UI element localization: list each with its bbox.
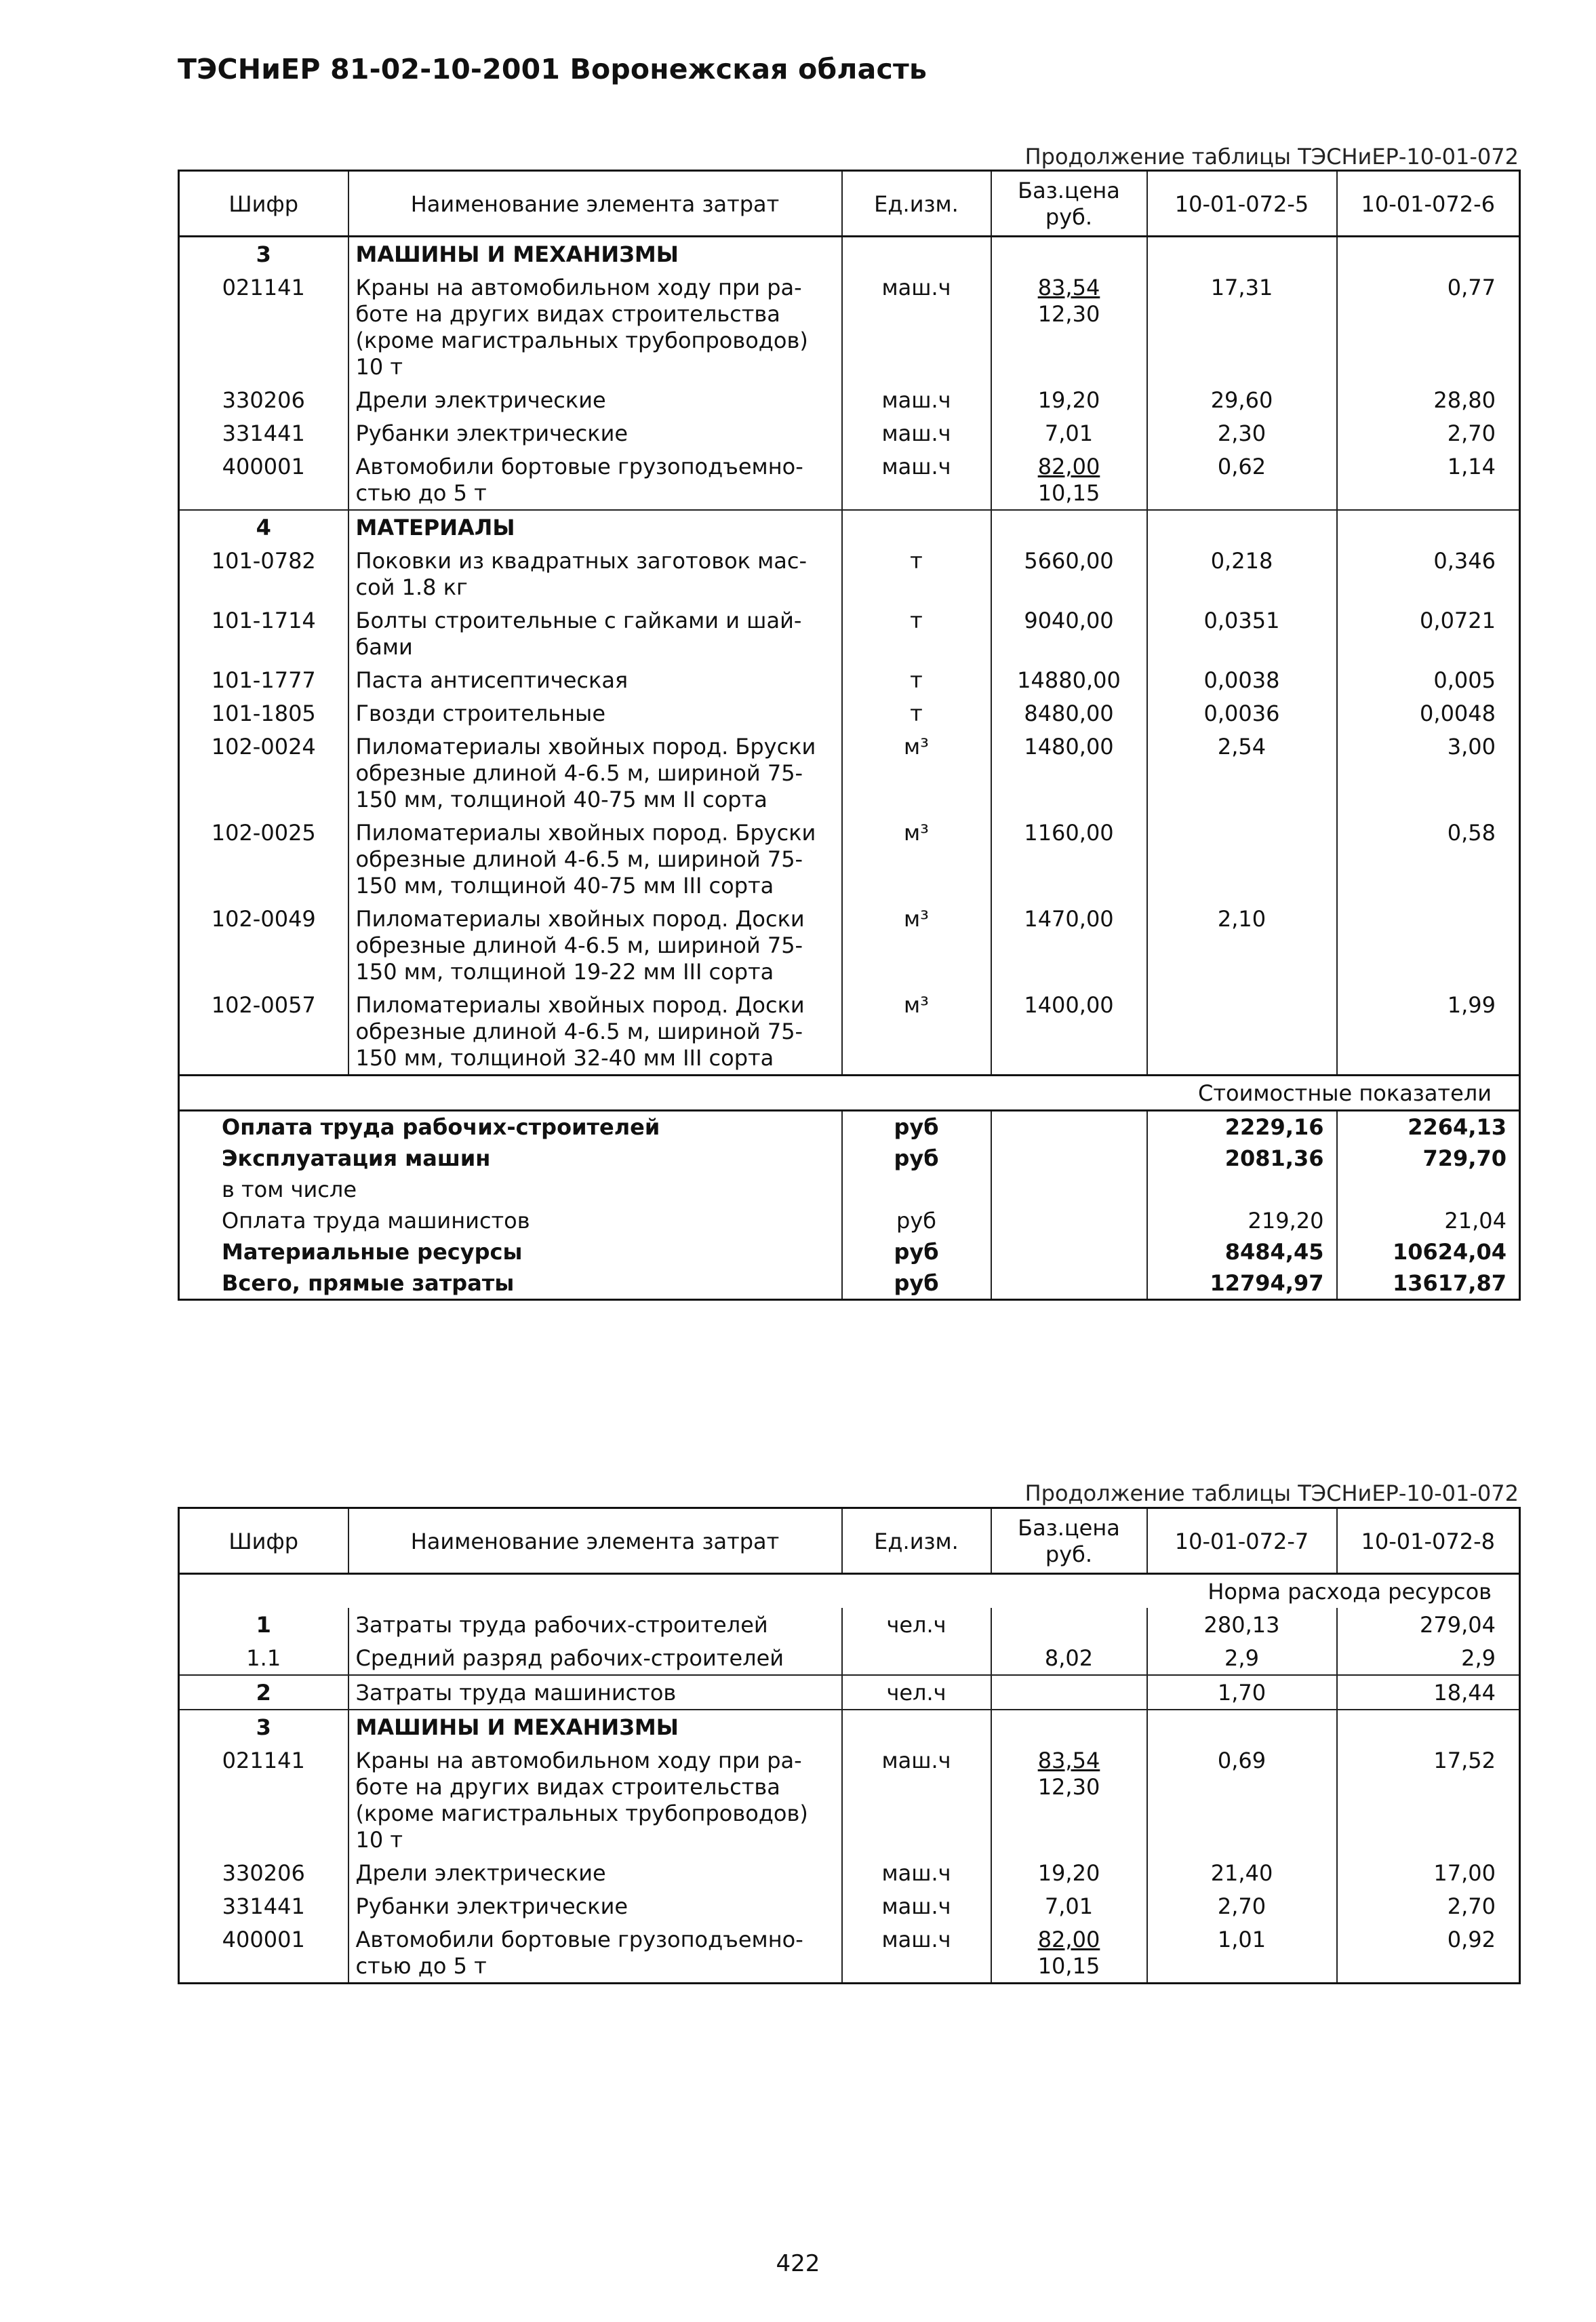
row-name: Затраты труда машинистов bbox=[348, 1675, 842, 1710]
row-code: 331441 bbox=[179, 1889, 348, 1923]
row-unit: маш.ч bbox=[842, 383, 991, 416]
summary-body bbox=[179, 1111, 1520, 1300]
row-name: Пиломатериалы хвойных пород. Доски обрезные длиной 4-6.5 м, шириной 75-150 мм, толщиной 19-22 мм III сорта bbox=[348, 902, 842, 988]
row-unit: м³ bbox=[842, 730, 991, 816]
table2-caption: Продолжение таблицы ТЭСНиЕР-10-01-072 bbox=[1024, 1480, 1519, 1506]
row-price bbox=[991, 1641, 1147, 1675]
row-unit: т bbox=[842, 663, 991, 696]
summary-empty bbox=[991, 1143, 1147, 1174]
row-value-2 bbox=[1337, 1710, 1520, 1744]
table-row bbox=[179, 416, 1520, 450]
row-price bbox=[991, 816, 1147, 902]
summary-value-2 bbox=[1337, 1174, 1520, 1205]
row-value-1: 1,01 bbox=[1147, 1923, 1337, 1984]
row-value-2: 2,70 bbox=[1337, 416, 1520, 450]
table2-subtitle-body bbox=[179, 1574, 1520, 1609]
table-row bbox=[179, 1675, 1520, 1710]
summary-row bbox=[179, 1111, 1520, 1143]
price-labour: 10,15 bbox=[1037, 480, 1100, 506]
col-header-name: Наименование элемента затрат bbox=[348, 1508, 842, 1574]
table-row bbox=[179, 1608, 1520, 1641]
table-row bbox=[179, 663, 1520, 696]
row-unit: т bbox=[842, 604, 991, 663]
summary-unit: руб bbox=[842, 1267, 991, 1300]
col-header-norm-7: 10-01-072-7 bbox=[1147, 1508, 1337, 1574]
price-base: 1160,00 bbox=[1024, 820, 1114, 846]
row-price bbox=[991, 604, 1147, 663]
summary-value-2: 13617,87 bbox=[1337, 1267, 1520, 1300]
row-value-1: 29,60 bbox=[1147, 383, 1337, 416]
summary-row bbox=[179, 1205, 1520, 1236]
row-value-1: 0,62 bbox=[1147, 450, 1337, 510]
summary-unit bbox=[842, 1174, 991, 1205]
row-name: Краны на автомобильном ходу при ра-боте на других видах строительства (кроме магистральных трубопроводов) 10 т bbox=[348, 1744, 842, 1856]
row-unit: т bbox=[842, 544, 991, 604]
summary-label: Материальные ресурсы bbox=[222, 1239, 523, 1265]
price-base: 5660,00 bbox=[1024, 548, 1114, 574]
row-code: 3 bbox=[179, 237, 348, 271]
row-value-1 bbox=[1147, 988, 1337, 1076]
row-price bbox=[991, 902, 1147, 988]
row-name: Краны на автомобильном ходу при ра-боте на других видах строительства (кроме магистральных трубопроводов) 10 т bbox=[348, 271, 842, 383]
row-name: Гвозди строительные bbox=[348, 696, 842, 730]
summary-value-1 bbox=[1147, 1174, 1337, 1205]
row-name: Паста антисептическая bbox=[348, 663, 842, 696]
row-code: 330206 bbox=[179, 383, 348, 416]
row-value-2: 2,70 bbox=[1337, 1889, 1520, 1923]
row-name: Затраты труда рабочих-строителей bbox=[348, 1608, 842, 1641]
price-base: 82,00 bbox=[1037, 1927, 1100, 1952]
price-base: 8480,00 bbox=[1024, 701, 1114, 726]
row-value-2: 1,14 bbox=[1337, 450, 1520, 510]
row-value-1: 2,54 bbox=[1147, 730, 1337, 816]
row-value-2: 18,44 bbox=[1337, 1675, 1520, 1710]
row-code: 330206 bbox=[179, 1856, 348, 1889]
row-value-2 bbox=[1337, 237, 1520, 271]
row-value-1: 0,69 bbox=[1147, 1744, 1337, 1856]
row-code: 102-0024 bbox=[179, 730, 348, 816]
row-value-1: 21,40 bbox=[1147, 1856, 1337, 1889]
table-row bbox=[179, 902, 1520, 988]
row-code: 101-0782 bbox=[179, 544, 348, 604]
row-unit: т bbox=[842, 696, 991, 730]
row-price bbox=[991, 1608, 1147, 1641]
row-value-2 bbox=[1337, 510, 1520, 544]
page-number: 422 bbox=[776, 2250, 820, 2277]
row-code: 102-0025 bbox=[179, 816, 348, 902]
table-row bbox=[179, 383, 1520, 416]
row-name: Поковки из квадратных заготовок мас-сой 1.8 кг bbox=[348, 544, 842, 604]
row-value-1 bbox=[1147, 1710, 1337, 1744]
summary-label: Эксплуатация машин bbox=[222, 1145, 491, 1171]
summary-value-2: 729,70 bbox=[1337, 1143, 1520, 1174]
row-price bbox=[991, 1710, 1147, 1744]
row-value-2: 0,77 bbox=[1337, 271, 1520, 383]
row-code: 331441 bbox=[179, 416, 348, 450]
summary-value-1: 219,20 bbox=[1147, 1205, 1337, 1236]
col-header-code: Шифр bbox=[179, 1508, 348, 1574]
table2-body bbox=[179, 1608, 1520, 1984]
resource-table-1 bbox=[178, 170, 1521, 1301]
row-code: 021141 bbox=[179, 1744, 348, 1856]
summary-value-2: 2264,13 bbox=[1337, 1111, 1520, 1143]
col-header-name: Наименование элемента затрат bbox=[348, 171, 842, 237]
table2-subtitle: Норма расхода ресурсов bbox=[179, 1574, 1520, 1609]
row-code: 3 bbox=[179, 1710, 348, 1744]
summary-unit: руб bbox=[842, 1143, 991, 1174]
row-code: 400001 bbox=[179, 1923, 348, 1984]
row-unit bbox=[842, 237, 991, 271]
row-value-2: 17,00 bbox=[1337, 1856, 1520, 1889]
row-value-2: 0,005 bbox=[1337, 663, 1520, 696]
summary-label: Оплата труда машинистов bbox=[222, 1208, 530, 1234]
row-name: Рубанки электрические bbox=[348, 416, 842, 450]
row-value-2: 279,04 bbox=[1337, 1608, 1520, 1641]
summary-value-1: 2229,16 bbox=[1147, 1111, 1337, 1143]
row-code: 101-1714 bbox=[179, 604, 348, 663]
row-code: 101-1805 bbox=[179, 696, 348, 730]
col-header-price: Баз.цена руб. bbox=[991, 171, 1147, 237]
price-base: 9040,00 bbox=[1024, 608, 1114, 633]
price-labour: 12,30 bbox=[1037, 1774, 1100, 1800]
table1-body bbox=[179, 237, 1520, 1076]
row-code: 1.1 bbox=[179, 1641, 348, 1675]
price-labour: 12,30 bbox=[1037, 301, 1100, 327]
row-value-1: 2,30 bbox=[1147, 416, 1337, 450]
table-row bbox=[179, 1889, 1520, 1923]
price-base: 19,20 bbox=[1037, 1860, 1100, 1886]
row-unit: маш.ч bbox=[842, 416, 991, 450]
table1-summary bbox=[179, 1076, 1520, 1111]
row-value-2: 0,0048 bbox=[1337, 696, 1520, 730]
price-base: 8,02 bbox=[1044, 1645, 1094, 1671]
table1-caption: Продолжение таблицы ТЭСНиЕР-10-01-072 bbox=[1024, 144, 1519, 170]
row-name: Пиломатериалы хвойных пород. Бруски обрезные длиной 4-6.5 м, шириной 75-150 мм, толщиной 40-75 мм III сорта bbox=[348, 816, 842, 902]
col-header-norm-5: 10-01-072-5 bbox=[1147, 171, 1337, 237]
row-code: 102-0057 bbox=[179, 988, 348, 1076]
row-value-2: 0,58 bbox=[1337, 816, 1520, 902]
summary-empty bbox=[991, 1267, 1147, 1300]
row-price bbox=[991, 271, 1147, 383]
summary-empty bbox=[991, 1111, 1147, 1143]
summary-label: Всего, прямые затраты bbox=[222, 1270, 515, 1296]
col-header-code: Шифр bbox=[179, 171, 348, 237]
row-unit: чел.ч bbox=[842, 1608, 991, 1641]
table-row bbox=[179, 1856, 1520, 1889]
col-header-norm-8: 10-01-072-8 bbox=[1337, 1508, 1520, 1574]
row-price bbox=[991, 1923, 1147, 1984]
price-base: 14880,00 bbox=[1017, 667, 1121, 693]
table-row bbox=[179, 988, 1520, 1076]
row-unit: маш.ч bbox=[842, 450, 991, 510]
row-unit bbox=[842, 510, 991, 544]
price-base: 82,00 bbox=[1037, 454, 1100, 479]
price-base: 7,01 bbox=[1044, 1893, 1094, 1919]
summary-row bbox=[179, 1143, 1520, 1174]
row-value-1: 2,70 bbox=[1147, 1889, 1337, 1923]
row-name: Средний разряд рабочих-строителей bbox=[348, 1641, 842, 1675]
price-base: 1470,00 bbox=[1024, 906, 1114, 932]
row-unit: м³ bbox=[842, 902, 991, 988]
row-unit: чел.ч bbox=[842, 1675, 991, 1710]
col-header-unit: Ед.изм. bbox=[842, 171, 991, 237]
row-value-1: 1,70 bbox=[1147, 1675, 1337, 1710]
row-unit: м³ bbox=[842, 816, 991, 902]
row-price bbox=[991, 663, 1147, 696]
row-value-1 bbox=[1147, 237, 1337, 271]
row-price bbox=[991, 1889, 1147, 1923]
row-value-1: 2,9 bbox=[1147, 1641, 1337, 1675]
row-value-1: 0,218 bbox=[1147, 544, 1337, 604]
row-unit: маш.ч bbox=[842, 271, 991, 383]
table-row bbox=[179, 696, 1520, 730]
row-code: 101-1777 bbox=[179, 663, 348, 696]
price-base: 19,20 bbox=[1037, 387, 1100, 413]
summary-row bbox=[179, 1174, 1520, 1205]
table-row bbox=[179, 1744, 1520, 1856]
row-name: МАШИНЫ И МЕХАНИЗМЫ bbox=[348, 237, 842, 271]
summary-unit: руб bbox=[842, 1111, 991, 1143]
row-unit: маш.ч bbox=[842, 1744, 991, 1856]
row-price bbox=[991, 1744, 1147, 1856]
document-title: ТЭСНиЕР 81-02-10-2001 Воронежская область bbox=[178, 53, 927, 85]
row-value-2: 0,346 bbox=[1337, 544, 1520, 604]
summary-row bbox=[179, 1236, 1520, 1267]
row-value-1: 2,10 bbox=[1147, 902, 1337, 988]
price-base: 83,54 bbox=[1037, 1748, 1100, 1773]
row-unit: маш.ч bbox=[842, 1856, 991, 1889]
row-unit bbox=[842, 1710, 991, 1744]
price-base: 1480,00 bbox=[1024, 734, 1114, 760]
row-name: Дрели электрические bbox=[348, 1856, 842, 1889]
row-unit: маш.ч bbox=[842, 1923, 991, 1984]
row-name: Автомобили бортовые грузоподъемно-стью до 5 т bbox=[348, 450, 842, 510]
row-value-2 bbox=[1337, 902, 1520, 988]
price-base: 7,01 bbox=[1044, 420, 1094, 446]
row-price bbox=[991, 696, 1147, 730]
row-price bbox=[991, 1675, 1147, 1710]
price-base: 1400,00 bbox=[1024, 992, 1114, 1018]
row-name: Пиломатериалы хвойных пород. Доски обрезные длиной 4-6.5 м, шириной 75-150 мм, толщиной 32-40 мм III сорта bbox=[348, 988, 842, 1076]
row-code: 400001 bbox=[179, 450, 348, 510]
row-value-2: 0,92 bbox=[1337, 1923, 1520, 1984]
row-value-1: 17,31 bbox=[1147, 271, 1337, 383]
col-header-price: Баз.цена руб. bbox=[991, 1508, 1147, 1574]
row-price bbox=[991, 416, 1147, 450]
row-value-1 bbox=[1147, 816, 1337, 902]
table-row bbox=[179, 450, 1520, 510]
row-price bbox=[991, 1856, 1147, 1889]
summary-empty bbox=[991, 1236, 1147, 1267]
summary-label: в том числе bbox=[222, 1177, 357, 1202]
table-row bbox=[179, 1923, 1520, 1984]
row-value-1: 0,0351 bbox=[1147, 604, 1337, 663]
summary-value-1: 12794,97 bbox=[1147, 1267, 1337, 1300]
row-unit bbox=[842, 1641, 991, 1675]
summary-row bbox=[179, 1267, 1520, 1300]
row-code: 2 bbox=[179, 1675, 348, 1710]
table-row bbox=[179, 816, 1520, 902]
resource-table-2 bbox=[178, 1507, 1521, 1984]
summary-value-1: 8484,45 bbox=[1147, 1236, 1337, 1267]
row-price bbox=[991, 383, 1147, 416]
table-row bbox=[179, 1641, 1520, 1675]
row-name: МАШИНЫ И МЕХАНИЗМЫ bbox=[348, 1710, 842, 1744]
row-price bbox=[991, 544, 1147, 604]
col-header-norm-6: 10-01-072-6 bbox=[1337, 171, 1520, 237]
row-name: Дрели электрические bbox=[348, 383, 842, 416]
row-value-2: 17,52 bbox=[1337, 1744, 1520, 1856]
section-row bbox=[179, 510, 1520, 544]
row-value-2: 0,0721 bbox=[1337, 604, 1520, 663]
table-row bbox=[179, 544, 1520, 604]
row-unit: м³ bbox=[842, 988, 991, 1076]
col-header-unit: Ед.изм. bbox=[842, 1508, 991, 1574]
row-value-1: 280,13 bbox=[1147, 1608, 1337, 1641]
summary-empty bbox=[991, 1205, 1147, 1236]
row-value-1: 0,0036 bbox=[1147, 696, 1337, 730]
table-row bbox=[179, 730, 1520, 816]
row-price bbox=[991, 237, 1147, 271]
summary-label: Оплата труда рабочих-строителей bbox=[179, 1111, 842, 1143]
summary-value-1: 2081,36 bbox=[1147, 1143, 1337, 1174]
row-name: Автомобили бортовые грузоподъемно-стью до 5 т bbox=[348, 1923, 842, 1984]
row-value-2: 3,00 bbox=[1337, 730, 1520, 816]
row-unit: маш.ч bbox=[842, 1889, 991, 1923]
row-value-2: 28,80 bbox=[1337, 383, 1520, 416]
summary-empty bbox=[991, 1174, 1147, 1205]
row-name: Пиломатериалы хвойных пород. Бруски обрезные длиной 4-6.5 м, шириной 75-150 мм, толщиной 40-75 мм II сорта bbox=[348, 730, 842, 816]
row-value-1 bbox=[1147, 510, 1337, 544]
section-row bbox=[179, 1710, 1520, 1744]
row-value-1: 0,0038 bbox=[1147, 663, 1337, 696]
row-name: Болты строительные с гайками и шай-бами bbox=[348, 604, 842, 663]
price-labour: 10,15 bbox=[1037, 1953, 1100, 1979]
summary-unit: руб bbox=[842, 1236, 991, 1267]
table1-header-row bbox=[179, 171, 1520, 237]
table2-header-row bbox=[179, 1508, 1520, 1574]
row-name: Рубанки электрические bbox=[348, 1889, 842, 1923]
row-price bbox=[991, 988, 1147, 1076]
section-row bbox=[179, 237, 1520, 271]
row-price bbox=[991, 450, 1147, 510]
row-code: 021141 bbox=[179, 271, 348, 383]
row-name: МАТЕРИАЛЫ bbox=[348, 510, 842, 544]
summary-value-2: 21,04 bbox=[1337, 1205, 1520, 1236]
row-value-2: 2,9 bbox=[1337, 1641, 1520, 1675]
summary-value-2: 10624,04 bbox=[1337, 1236, 1520, 1267]
price-base: 83,54 bbox=[1037, 275, 1100, 300]
table-row bbox=[179, 604, 1520, 663]
row-code: 102-0049 bbox=[179, 902, 348, 988]
summary-unit: руб bbox=[842, 1205, 991, 1236]
row-value-2: 1,99 bbox=[1337, 988, 1520, 1076]
table-row bbox=[179, 271, 1520, 383]
row-code: 1 bbox=[179, 1608, 348, 1641]
row-code: 4 bbox=[179, 510, 348, 544]
row-price bbox=[991, 510, 1147, 544]
summary-title: Стоимостные показатели bbox=[179, 1076, 1520, 1111]
row-price bbox=[991, 730, 1147, 816]
